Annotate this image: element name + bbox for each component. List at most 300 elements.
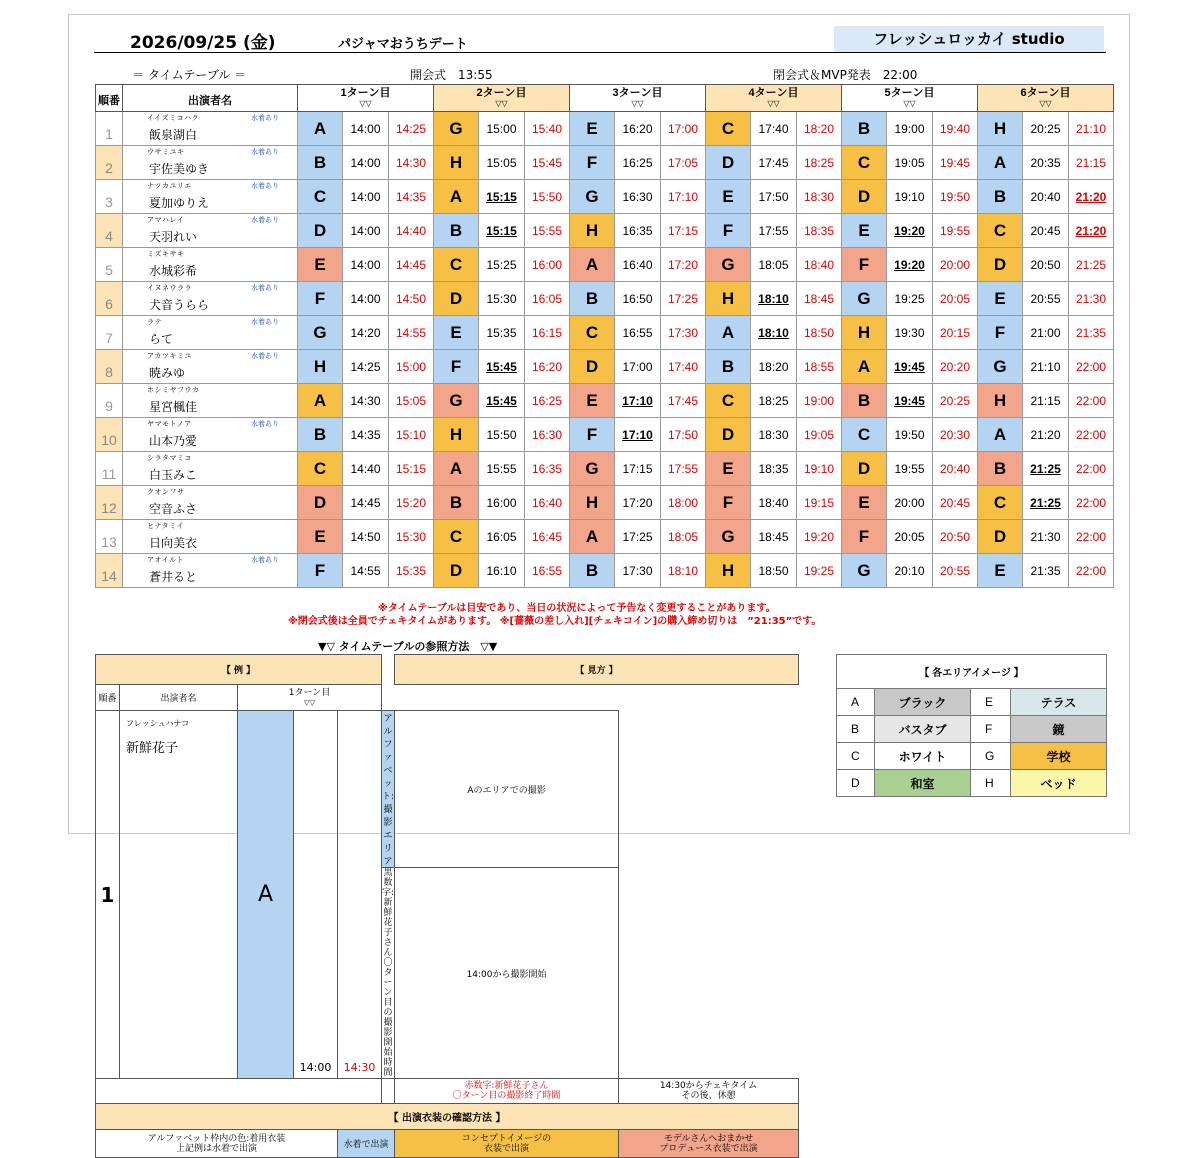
end-time: 19:25 [797,554,842,588]
performer-name: 白玉みこ [149,468,198,482]
end-time: 17:10 [661,180,706,214]
area-key-b: B [837,716,875,743]
end-time: 17:55 [661,452,706,486]
end-time: 20:15 [933,316,978,350]
end-time: 15:30 [389,520,434,554]
start-time: 21:00 [1023,316,1069,350]
start-time: 18:45 [751,520,797,554]
start-time: 16:40 [615,248,661,282]
performer-no: 9 [96,384,123,418]
performer-name: 水城彩希 [149,264,198,278]
performer-kana: アカツキミユ [147,353,192,360]
performer-kana: クオンフサ [147,489,185,496]
start-time: 18:10 [751,316,797,350]
performer-no: 2 [96,146,123,180]
performer-row [96,520,1114,554]
start-time: 20:55 [1023,282,1069,316]
area-value-e: テラス [1011,689,1107,716]
start-time: 14:20 [343,316,389,350]
start-time: 16:05 [479,520,525,554]
performer-name: 天羽れい [149,230,198,244]
start-time: 17:20 [615,486,661,520]
area-cell: G [706,248,751,282]
start-time: 17:25 [615,520,661,554]
start-time: 18:05 [751,248,797,282]
end-time: 18:35 [797,214,842,248]
turn-header-5 [842,85,978,112]
turn-header-6 [978,85,1114,112]
end-time: 21:35 [1069,316,1114,350]
end-time: 15:45 [525,146,570,180]
turn-label: 3ターン目 [612,87,663,99]
start-time: 14:45 [343,486,389,520]
end-time: 15:20 [389,486,434,520]
performer-no: 3 [96,180,123,214]
example-col-name: 出演者名 [120,685,238,711]
costume-salmon: モデルさんへおまかせ プロデュース衣装で出演 [619,1130,799,1158]
end-time: 16:45 [525,520,570,554]
turn-label: 4ターン目 [748,87,799,99]
start-time: 18:10 [751,282,797,316]
note-schedule: ※タイムテーブルは目安であり、当日の状況によって予告なく変更することがあります。 [378,603,776,614]
end-time: 19:05 [797,418,842,452]
howto-alpha: アルファベット:撮影エリア [382,711,395,868]
studio-name: フレッシュロッカイ studio [834,26,1104,52]
end-time: 18:30 [797,180,842,214]
end-time: 15:35 [389,554,434,588]
end-time: 19:50 [933,180,978,214]
event-title: パジャマおうちデート [338,37,468,52]
swimsuit-badge: 水着あり [251,149,279,156]
performer-name-cell [123,452,298,486]
start-time: 16:20 [615,112,661,146]
area-cell: A [298,112,343,146]
start-time: 20:05 [887,520,933,554]
area-cell: A [978,418,1023,452]
area-key-c: C [837,743,875,770]
start-time: 14:00 [343,214,389,248]
example-area: A [238,711,294,1079]
area-cell: D [298,214,343,248]
start-time: 16:50 [615,282,661,316]
area-cell: D [570,350,615,384]
area-value-b: バスタブ [875,716,971,743]
end-time: 20:00 [933,248,978,282]
end-time: 16:25 [525,384,570,418]
start-time: 18:35 [751,452,797,486]
area-cell: B [570,554,615,588]
end-time: 14:45 [389,248,434,282]
start-time: 20:40 [1023,180,1069,214]
area-cell: D [978,520,1023,554]
area-cell: A [978,146,1023,180]
start-time: 20:50 [1023,248,1069,282]
col-no-header: 順番 [96,85,123,112]
performer-no: 12 [96,486,123,520]
area-cell: A [706,316,751,350]
performer-name-cell [123,554,298,588]
end-time: 17:20 [661,248,706,282]
performer-name: 蒼井ると [149,570,198,584]
area-cell: D [434,554,479,588]
end-time: 17:30 [661,316,706,350]
performer-no: 14 [96,554,123,588]
start-time: 15:35 [479,316,525,350]
start-time: 15:55 [479,452,525,486]
start-time: 21:20 [1023,418,1069,452]
area-cell: C [978,486,1023,520]
reference-guide [95,654,799,1158]
area-cell: E [570,384,615,418]
start-time: 15:00 [479,112,525,146]
start-time: 19:25 [887,282,933,316]
start-time: 19:20 [887,214,933,248]
end-time: 19:15 [797,486,842,520]
start-time: 19:45 [887,384,933,418]
performer-name: 日向美衣 [149,536,198,550]
swimsuit-badge: 水着あり [251,557,279,564]
performer-kana: イヌネウララ [147,285,192,292]
start-time: 20:10 [887,554,933,588]
howto-red-example: 14:30からチェキタイム その後、休憩 [619,1079,799,1104]
start-time: 18:25 [751,384,797,418]
start-time: 17:40 [751,112,797,146]
performer-name: 犬音うらら [149,298,210,312]
end-time: 18:10 [661,554,706,588]
end-time: 16:15 [525,316,570,350]
start-time: 15:50 [479,418,525,452]
howto-black: 黒数字:新鮮花子さん 〇ターン目の撮影開始時間 [382,868,395,1078]
area-value-c: ホワイト [875,743,971,770]
area-cell: E [842,486,887,520]
start-time: 20:35 [1023,146,1069,180]
end-time: 20:20 [933,350,978,384]
start-time: 20:45 [1023,214,1069,248]
howto-black-example: 14:00から撮影開始 [395,868,619,1079]
performer-row [96,180,1114,214]
end-time: 19:55 [933,214,978,248]
performer-kana: ホシミヤフウカ [147,387,200,394]
performer-name: 暁みゆ [149,366,186,380]
turn-header-1 [298,85,434,112]
performer-name-cell [123,214,298,248]
performer-name: らて [149,332,173,346]
area-cell: F [842,520,887,554]
end-time: 21:15 [1069,146,1114,180]
start-time: 15:45 [479,384,525,418]
start-time: 21:30 [1023,520,1069,554]
start-time: 16:00 [479,486,525,520]
end-time: 15:10 [389,418,434,452]
start-time: 19:55 [887,452,933,486]
area-cell: H [434,418,479,452]
end-time: 22:00 [1069,486,1114,520]
area-key-d: D [837,770,875,797]
area-cell: B [978,180,1023,214]
area-cell: B [842,112,887,146]
start-time: 16:55 [615,316,661,350]
area-key-f: F [971,716,1011,743]
end-time: 22:00 [1069,418,1114,452]
performer-no: 8 [96,350,123,384]
area-cell: C [434,520,479,554]
turn-label: 2ターン目 [476,87,527,99]
end-time: 22:00 [1069,520,1114,554]
end-time: 17:15 [661,214,706,248]
start-time: 14:00 [343,112,389,146]
area-key-h: H [971,770,1011,797]
area-cell: B [434,214,479,248]
example-start: 14:00 [294,711,338,1079]
performer-row [96,350,1114,384]
end-time: 14:35 [389,180,434,214]
end-time: 16:35 [525,452,570,486]
end-time: 19:00 [797,384,842,418]
area-cell: H [298,350,343,384]
end-time: 21:30 [1069,282,1114,316]
area-cell: F [298,554,343,588]
start-time: 14:00 [343,180,389,214]
area-cell: E [978,554,1023,588]
end-time: 21:10 [1069,112,1114,146]
start-time: 20:00 [887,486,933,520]
end-time: 18:05 [661,520,706,554]
area-value-d: 和室 [875,770,971,797]
area-cell: D [298,486,343,520]
end-time: 16:40 [525,486,570,520]
performer-no: 10 [96,418,123,452]
turn-marker: ▽▽ [1039,99,1052,108]
start-time: 17:10 [615,384,661,418]
start-time: 19:05 [887,146,933,180]
start-time: 14:35 [343,418,389,452]
end-time: 15:15 [389,452,434,486]
end-time: 16:00 [525,248,570,282]
turn-marker: ▽▽ [903,99,916,108]
event-date: 2026/09/25 (金) [130,33,276,53]
end-time: 21:20 [1069,214,1114,248]
area-cell: G [706,520,751,554]
area-cell: B [434,486,479,520]
performer-kana: ラテ [147,319,162,326]
area-cell: D [842,180,887,214]
performer-row [96,146,1114,180]
area-cell: F [842,248,887,282]
end-time: 16:30 [525,418,570,452]
performer-name-cell [123,418,298,452]
performer-name-cell [123,180,298,214]
performer-row [96,248,1114,282]
swimsuit-badge: 水着あり [251,285,279,292]
area-cell: D [842,452,887,486]
area-cell: D [706,418,751,452]
end-time: 22:00 [1069,384,1114,418]
area-cell: C [298,180,343,214]
area-cell: F [978,316,1023,350]
area-cell: F [434,350,479,384]
area-cell: F [298,282,343,316]
area-cell: H [706,282,751,316]
performer-row [96,316,1114,350]
turn-header-4 [706,85,842,112]
turn-marker: ▽▽ [359,99,372,108]
example-heading: 【 例 】 [96,655,382,685]
end-time: 20:55 [933,554,978,588]
swimsuit-badge: 水着あり [251,183,279,190]
performer-kana: ヒナタミイ [147,523,184,530]
start-time: 19:30 [887,316,933,350]
start-time: 14:00 [343,146,389,180]
start-time: 15:25 [479,248,525,282]
area-cell: A [842,350,887,384]
turn-header-2 [434,85,570,112]
end-time: 22:00 [1069,350,1114,384]
area-heading: 【 各エリアイメージ 】 [837,655,1107,689]
end-time: 18:55 [797,350,842,384]
start-time: 20:25 [1023,112,1069,146]
performer-no: 7 [96,316,123,350]
start-time: 17:50 [751,180,797,214]
turn-header-3 [570,85,706,112]
area-cell: G [570,180,615,214]
performer-no: 6 [96,282,123,316]
performer-row [96,554,1114,588]
area-cell: C [706,384,751,418]
performer-no: 1 [96,112,123,146]
performer-row [96,486,1114,520]
end-time: 19:10 [797,452,842,486]
area-cell: E [978,282,1023,316]
end-time: 17:45 [661,384,706,418]
area-cell: C [842,146,887,180]
reference-title: ▼▽ タイムテーブルの参照方法 ▽▼ [318,640,498,653]
end-time: 17:50 [661,418,706,452]
performer-row [96,452,1114,486]
performer-name: 宇佐美ゆき [149,162,210,176]
start-time: 19:00 [887,112,933,146]
start-time: 18:40 [751,486,797,520]
start-time: 18:50 [751,554,797,588]
end-time: 14:25 [389,112,434,146]
area-value-f: 鏡 [1011,716,1107,743]
area-cell: E [298,520,343,554]
end-time: 17:40 [661,350,706,384]
performer-kana: ヤマモトノア [147,421,192,428]
area-image-table [836,654,1107,797]
end-time: 18:25 [797,146,842,180]
performer-name-cell [123,316,298,350]
area-cell: E [706,452,751,486]
start-time: 21:25 [1023,486,1069,520]
start-time: 15:30 [479,282,525,316]
example-name: 新鮮花子 [126,741,179,756]
area-cell: C [298,452,343,486]
performer-name-cell [123,520,298,554]
area-cell: H [978,112,1023,146]
area-cell: G [842,282,887,316]
end-time: 16:05 [525,282,570,316]
area-cell: C [434,248,479,282]
performer-name-cell [123,350,298,384]
example-col-no: 順番 [96,685,120,711]
area-cell: E [570,112,615,146]
start-time: 15:15 [479,214,525,248]
area-cell: G [434,112,479,146]
note-cheki: ※閉会式後は全員でチェキタイムがあります。 ※[薔薇の差し入れ][チェキコイン]の購入締め切りは ”21:35”です。 [288,616,822,627]
swimsuit-badge: 水着あり [251,115,279,122]
performer-row [96,282,1114,316]
area-cell: C [978,214,1023,248]
performer-name-cell [123,282,298,316]
area-cell: F [570,146,615,180]
area-cell: H [434,146,479,180]
area-cell: B [706,350,751,384]
area-value-h: ベッド [1011,770,1107,797]
performer-kana: アマハレイ [147,217,185,224]
turn-marker: ▽▽ [495,99,508,108]
end-time: 19:40 [933,112,978,146]
area-cell: A [570,248,615,282]
opening-ceremony: 開会式 13:55 [410,68,493,82]
costume-heading: 【 出演衣装の確認方法 】 [96,1104,799,1130]
area-cell: A [434,452,479,486]
area-cell: E [706,180,751,214]
end-time: 15:55 [525,214,570,248]
performer-name-cell [123,248,298,282]
area-cell: B [978,452,1023,486]
performer-kana: アオイルト [147,557,185,564]
example-kana: フレッシュハナコ [126,719,190,728]
area-cell: C [570,316,615,350]
end-time: 17:25 [661,282,706,316]
example-name-cell [120,711,238,1079]
start-time: 14:40 [343,452,389,486]
start-time: 17:10 [615,418,661,452]
performer-kana: ミズキサキ [147,251,185,258]
performer-row [96,418,1114,452]
start-time: 14:30 [343,384,389,418]
area-cell: G [298,316,343,350]
start-time: 18:30 [751,418,797,452]
turn-label: 1ターン目 [340,87,391,99]
start-time: 16:30 [615,180,661,214]
performer-kana: ウサミユキ [147,149,185,156]
area-value-g: 学校 [1011,743,1107,770]
area-cell: F [706,486,751,520]
end-time: 20:30 [933,418,978,452]
end-time: 18:50 [797,316,842,350]
timetable [95,84,1114,588]
start-time: 19:45 [887,350,933,384]
start-time: 17:55 [751,214,797,248]
performer-kana: シラタマミコ [147,455,192,462]
start-time: 15:45 [479,350,525,384]
area-cell: H [978,384,1023,418]
start-time: 15:15 [479,180,525,214]
end-time: 14:40 [389,214,434,248]
end-time: 20:45 [933,486,978,520]
area-cell: E [842,214,887,248]
start-time: 17:00 [615,350,661,384]
start-time: 18:20 [751,350,797,384]
performer-row [96,112,1114,146]
end-time: 15:05 [389,384,434,418]
turn-label: 5ターン目 [884,87,935,99]
end-time: 19:45 [933,146,978,180]
performer-row [96,384,1114,418]
area-key-g: G [971,743,1011,770]
area-cell: B [570,282,615,316]
